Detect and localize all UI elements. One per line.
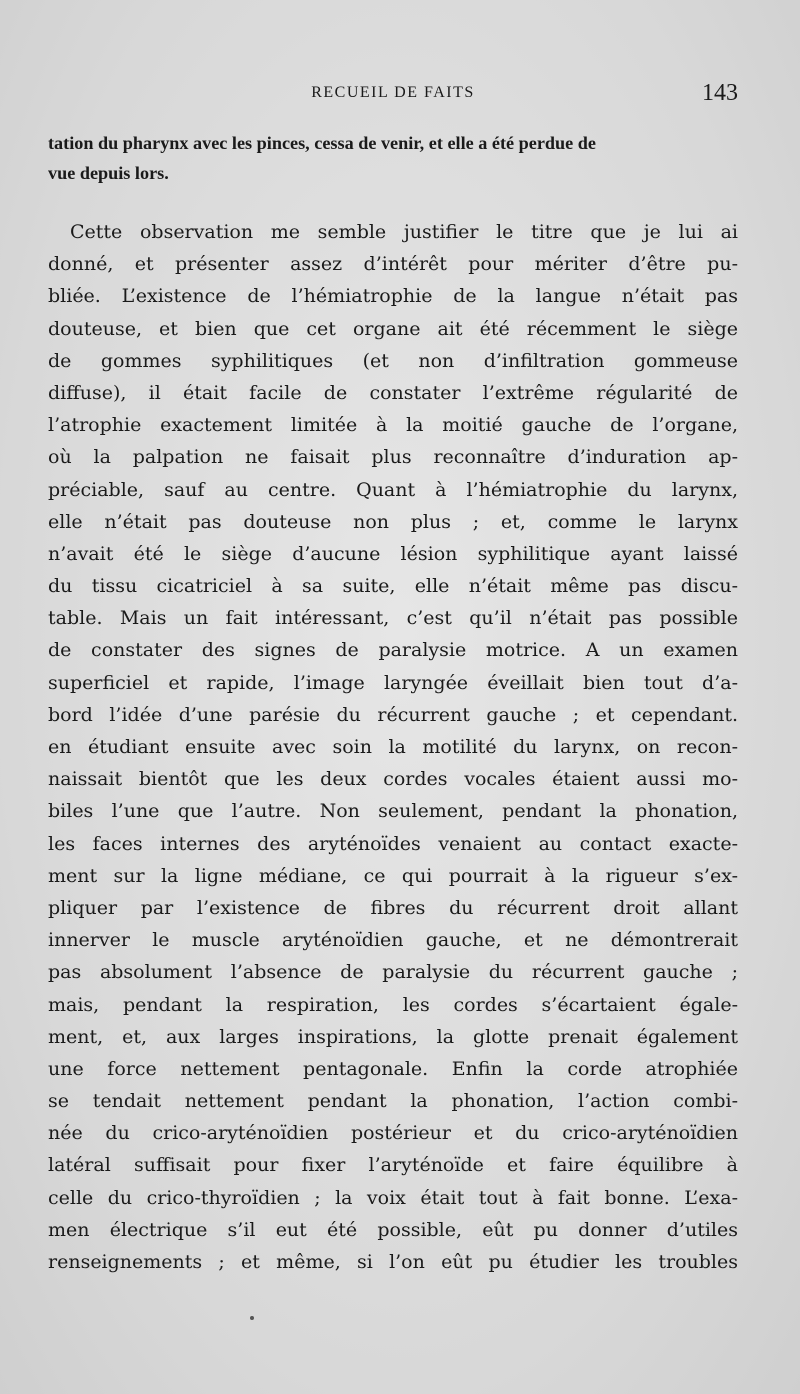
text-line: celle du crico-thyroïdien ; la voix était tout à fait bonne. L’exa- — [48, 1186, 738, 1209]
text-line: mais, pendant la respiration, les cordes s’écartaient égale- — [48, 993, 738, 1016]
note-line: tation du pharynx avec les pinces, cessa de venir, et elle a été perdue de — [48, 133, 596, 153]
text-line: bord l’idée d’une parésie du récurrent gauche ; et cependant. — [48, 703, 738, 726]
text-line: latéral suffisait pour fixer l’aryténoïde et faire équilibre à — [48, 1154, 738, 1177]
text-line: les faces internes des aryténoïdes venaient au contact exacte- — [48, 832, 738, 855]
page-header — [48, 80, 738, 110]
page-number: 143 — [702, 80, 738, 106]
text-line: n’avait été le siège d’aucune lésion syphilitique ayant laissé — [48, 542, 738, 565]
body-paragraph — [48, 216, 738, 1278]
text-line: où la palpation ne faisait plus reconnaître d’induration ap- — [48, 446, 738, 469]
text-line: pas absolument l’absence de paralysie du récurrent gauche ; — [48, 961, 738, 984]
running-head: RECUEIL DE FAITS — [311, 84, 475, 101]
text-line: l’atrophie exactement limitée à la moitié gauche de l’organe, — [48, 414, 738, 437]
text-line: table. Mais un fait intéressant, c’est qu’il n’était pas possible — [48, 607, 738, 630]
text-line: biles l’une que l’autre. Non seulement, pendant la phonation, — [48, 800, 738, 823]
text-line: de constater des signes de paralysie motrice. A un examen — [48, 639, 738, 662]
text-line: innerver le muscle aryténoïdien gauche, et ne démontrerait — [48, 929, 738, 952]
text-line: renseignements ; et même, si l’on eût pu étudier les troubles — [48, 1251, 738, 1273]
text-line: de gommes syphilitiques (et non d’infiltration gommeuse — [48, 349, 738, 372]
text-line: se tendait nettement pendant la phonation, l’action combi- — [48, 1090, 738, 1113]
text-line: naissait bientôt que les deux cordes vocales étaient aussi mo- — [48, 768, 738, 791]
text-line: ment, et, aux larges inspirations, la glotte prenait également — [48, 1025, 738, 1048]
text-line: pliquer par l’existence de fibres du récurrent droit allant — [48, 896, 738, 919]
text-line: ment sur la ligne médiane, ce qui pourrait à la rigueur s’ex- — [48, 864, 738, 887]
text-line: douteuse, et bien que cet organe ait été récemment le siège — [48, 317, 738, 340]
text-line: superficiel et rapide, l’image laryngée éveillait bien tout d’a- — [48, 671, 738, 694]
text-line: elle n’était pas douteuse non plus ; et, comme le larynx — [48, 510, 738, 533]
footnote-continuation — [48, 128, 738, 188]
text-line: préciable, sauf au centre. Quant à l’hémiatrophie du larynx, — [48, 478, 738, 501]
text-line: du tissu cicatriciel à sa suite, elle n’était même pas discu- — [48, 575, 738, 598]
text-line: men électrique s’il eut été possible, eût pu donner d’utiles — [48, 1218, 738, 1241]
text-line: bliée. L’existence de l’hémiatrophie de la langue n’était pas — [48, 285, 738, 308]
note-line: vue depuis lors. — [48, 163, 169, 183]
text-line: née du crico-aryténoïdien postérieur et du crico-aryténoïdien — [48, 1122, 738, 1145]
text-line: une force nettement pentagonale. Enfin la corde atrophiée — [48, 1057, 738, 1080]
text-line: en étudiant ensuite avec soin la motilité du larynx, on recon- — [48, 736, 738, 758]
text-line: donné, et présenter assez d’intérêt pour mériter d’être pu- — [48, 253, 738, 276]
ink-speck — [250, 1316, 254, 1320]
text-line: Cette observation me semble justifier le titre que je lui ai — [70, 221, 738, 243]
text-line: diffuse), il était facile de constater l’extrême régularité de — [48, 381, 738, 404]
